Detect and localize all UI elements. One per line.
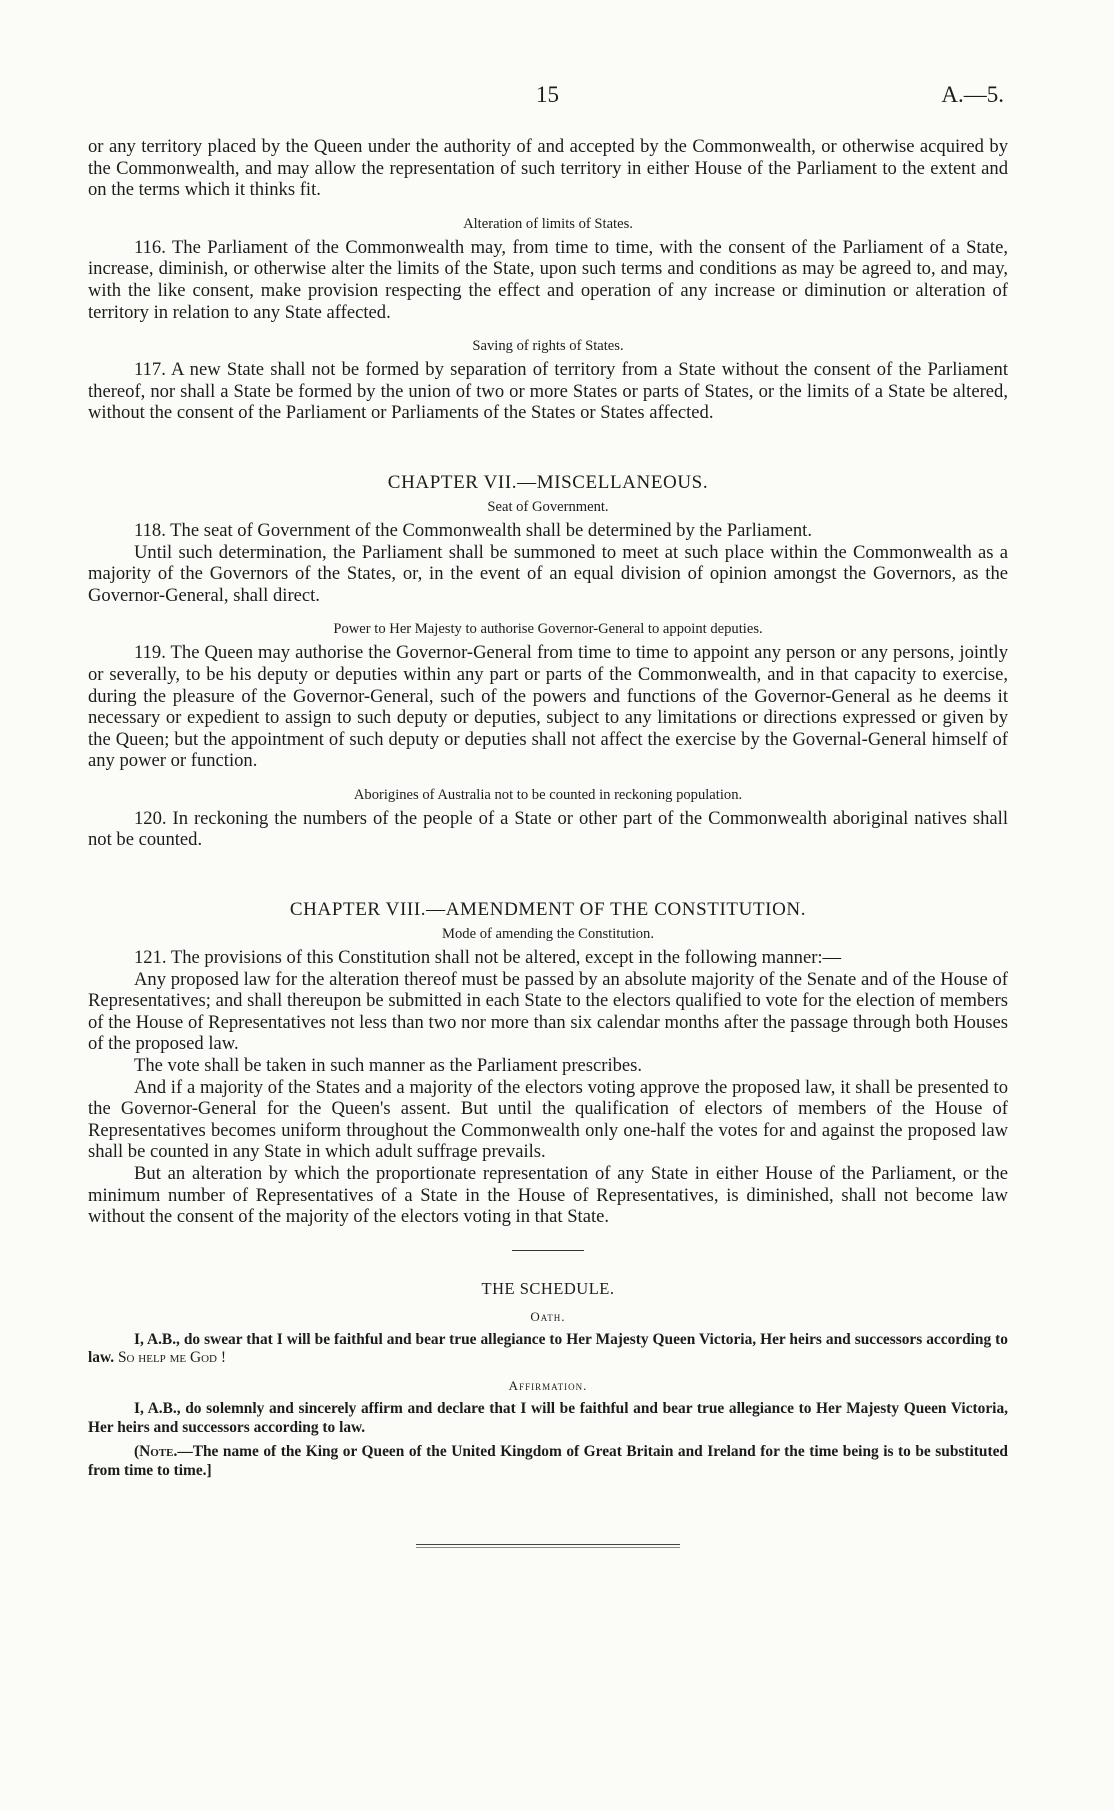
section-121-paragraph-4: And if a majority of the States and a majority of the electors voting approve the proposed law, it shall be presented to the Governor-General for the Queen's assent. But until the qualification of electors of members of the House of Representatives becomes uniform throughout the Commonwealth only one-half the votes for and against the proposed law shall be counted in any State in which adult suffrage prevails. — [88, 1076, 1008, 1163]
continued-paragraph: or any territory placed by the Queen under the authority of and accepted by the Commonwealth, or otherwise acquired by the Commonwealth, and may allow the representation of such territory in either House of the Parliament to the extent and on the terms which it thinks fit. — [88, 136, 1008, 201]
section-118: 118. The seat of Government of the Commonwealth shall be determined by the Parliament. — [134, 519, 812, 541]
paper-reference: A.—5. — [941, 82, 1004, 107]
chapter-7-heading: CHAPTER VII.—MISCELLANEOUS. — [387, 471, 709, 493]
marginal-note-117: Saving of rights of States. — [472, 338, 624, 355]
section-118-paragraph-2: Until such determination, the Parliament shall be summoned to meet at such place within the Commonwealth as a majority of the Governors of the States, or, in the event of an equal division of opinion amongst the Governors, as the Governor-General, shall direct. — [88, 541, 1008, 606]
page-body — [88, 136, 1008, 1548]
section-121-paragraph-5: But an alteration by which the proportionate representation of any State in either House of the Parliament, or the minimum number of Representatives of a State in the House of Representatives, is diminished, shall not become law without the consent of the majority of the electors voting in that State. — [88, 1163, 1008, 1228]
marginal-note-120: Aborigines of Australia not to be counted in reckoning population. — [353, 786, 743, 803]
oath-text — [88, 1331, 1008, 1368]
page-number: 15 — [536, 82, 559, 107]
marginal-note-118: Seat of Government. — [487, 498, 609, 515]
oath-body: I, A.B., do swear that I will be faithful and bear true allegiance to Her Majesty Queen Victoria, Her heirs and successors according to law. — [88, 1330, 1008, 1367]
chapter-8-heading: CHAPTER VIII.—AMENDMENT OF THE CONSTITUTION. — [289, 899, 807, 921]
section-120: 120. In reckoning the numbers of the people of a State or other part of the Commonwealth aboriginal natives shall not be counted. — [88, 807, 1008, 851]
marginal-note-116: Alteration of limits of States. — [463, 215, 633, 232]
oath-closing: So help me God ! — [117, 1349, 226, 1367]
section-121-paragraph-2: Any proposed law for the alteration thereof must be passed by an absolute majority of the Senate and of the House of Representatives; and shall thereupon be submitted in each State to the electors qualified to vote for the election of members of the House of Representatives not less than two nor more than six calendar months after the passage through both Houses of the proposed law. — [88, 968, 1008, 1055]
end-rule — [416, 1544, 680, 1548]
note-label: Note. — [139, 1443, 178, 1461]
marginal-note-121: Mode of amending the Constitution. — [442, 926, 654, 943]
oath-heading: Oath. — [530, 1308, 566, 1324]
section-divider — [512, 1250, 584, 1251]
section-119: 119. The Queen may authorise the Governor-General from time to time to appoint any person or any persons, jointly or severally, to be his deputy or deputies within any part or parts of the Commonwealth, and in that capacity to exercise, during the pleasure of the Governor-General, such of the powers and functions of the Governor-General as he deems it necessary or expedient to assign to such deputy or deputies, subject to any limitations or directions expressed or given by the Queen; but the appointment of such deputy or deputies shall not affect the exercise by the Governal-General himself of any power or function. — [88, 642, 1008, 772]
note-body: —The name of the King or Queen of the United Kingdom of Great Britain and Ireland for the time being is to be substituted from time to time.] — [88, 1443, 1008, 1479]
section-121-paragraph-3: The vote shall be taken in such manner as the Parliament prescribes. — [134, 1055, 643, 1077]
affirmation-heading: Affirmation. — [508, 1377, 588, 1393]
marginal-note-119: Power to Her Majesty to authorise Governor-General to appoint deputies. — [333, 621, 763, 638]
section-116: 116. The Parliament of the Commonwealth may, from time to time, with the consent of the Parliament of a State, increase, diminish, or otherwise alter the limits of the State, upon such terms and conditions as may be agreed to, and may, with the like consent, make provision respecting the effect and operation of any increase or diminution or alteration of territory in relation to any State affected. — [88, 236, 1008, 323]
schedule-title: THE SCHEDULE. — [481, 1278, 615, 1298]
schedule-note: (Note.—The name of the King or Queen of the United Kingdom of Great Britain and Ireland for the time being is to be substituted from time to time.] — [88, 1443, 1008, 1479]
section-117: 117. A new State shall not be formed by separation of territory from a State without the consent of the Parliament thereof, nor shall a State be formed by the union of two or more States or parts of States, or the limits of a State be altered, without the consent of the Parliament or Parliaments of the States or States affected. — [88, 359, 1008, 424]
affirmation-text: I, A.B., do solemnly and sincerely affirm and declare that I will be faithful and bear true allegiance to Her Majesty Queen Victoria, Her heirs and successors according to law. — [88, 1399, 1008, 1436]
section-121: 121. The provisions of this Constitution shall not be altered, except in the following manner:— — [134, 947, 842, 969]
